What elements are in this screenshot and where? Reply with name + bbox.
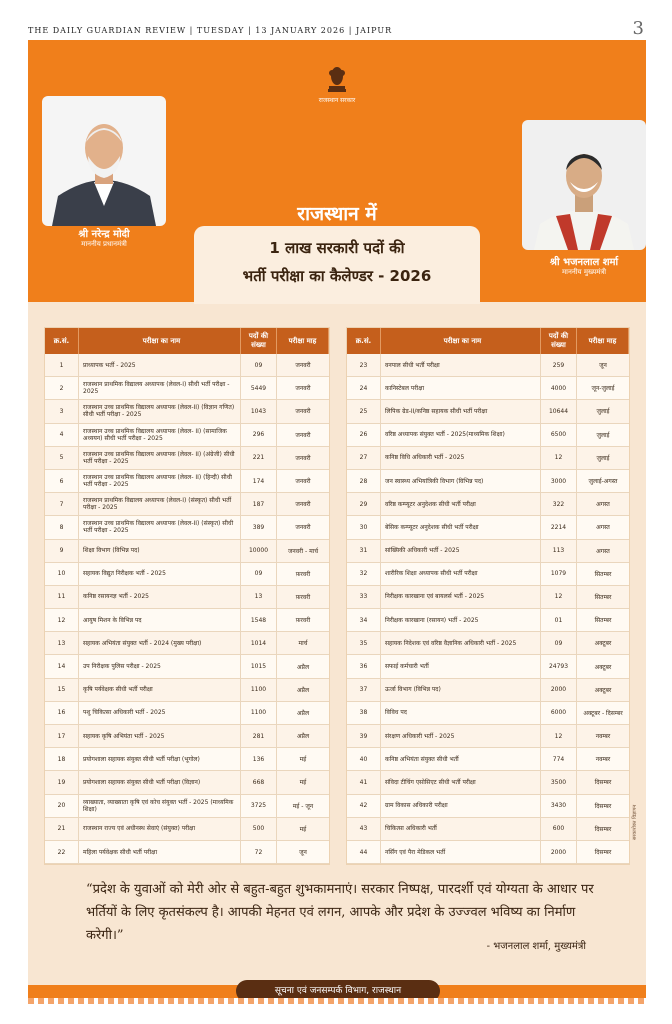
table-row	[347, 841, 629, 864]
row-month: जनवरी - मार्च	[287, 547, 319, 555]
row-month: अप्रैल	[296, 733, 310, 741]
row-month: जनवरी	[295, 385, 311, 393]
row-month: अप्रैल	[296, 663, 310, 671]
row-posts: 09	[241, 354, 277, 376]
row-exam-name: राजस्थान उच्च प्राथमिक विद्यालय अध्यापक (लेवल-II) (संस्कृत) सीधी भर्ती परीक्षा - 2025	[79, 516, 241, 538]
row-month: अगस्त	[596, 524, 610, 532]
col-sn: क्र.सं.	[45, 328, 79, 354]
row-exam-name: नर्सिंग एवं पैरा मेडिकल भर्ती	[381, 841, 541, 863]
row-exam-name: महिला पर्यवेक्षक सीधी भर्ती परीक्षा	[79, 841, 241, 863]
col-sn: क्र.सं.	[347, 328, 381, 354]
row-posts: 187	[241, 493, 277, 515]
subheadline-2: भर्ती परीक्षा का कैलेण्डर - 2026	[242, 267, 432, 285]
right-person-role: माननीय मुख्यमंत्री	[561, 268, 607, 276]
col-month: परीक्षा माह	[277, 328, 329, 354]
row-sn: 7	[45, 493, 79, 515]
col-month: परीक्षा माह	[577, 328, 629, 354]
row-posts: 2214	[541, 516, 577, 538]
table-row	[347, 540, 629, 563]
row-exam-name: कनिष्ठ विधि अधिकारी भर्ती - 2025	[381, 447, 541, 469]
exam-table-left	[44, 327, 330, 865]
table-row	[347, 424, 629, 447]
masthead-info: THE DAILY GUARDIAN REVIEW | TUESDAY | 13 JANUARY 2026 | JAIPUR	[28, 26, 393, 35]
row-sn: 22	[45, 841, 79, 863]
row-posts: 174	[241, 470, 277, 492]
row-posts: 389	[241, 516, 277, 538]
row-sn: 4	[45, 424, 79, 446]
row-month: मई	[299, 825, 307, 833]
row-month: जून	[299, 849, 307, 857]
row-exam-name: चिकित्सा अधिकारी भर्ती	[381, 818, 541, 840]
row-posts: 3430	[541, 795, 577, 817]
table-row	[45, 771, 329, 794]
right-portrait-image	[522, 120, 646, 250]
row-sn: 38	[347, 702, 381, 724]
table-row	[45, 563, 329, 586]
row-posts: 01	[541, 609, 577, 631]
col-posts: पदों की संख्या	[541, 328, 577, 354]
row-exam-name: बेसिक कम्प्यूटर अनुदेशक सीधी भर्ती परीक्षा	[381, 516, 541, 538]
row-posts: 5449	[241, 377, 277, 399]
row-posts: 10644	[541, 400, 577, 422]
table-header	[45, 328, 329, 354]
row-sn: 40	[347, 748, 381, 770]
masthead	[0, 0, 672, 40]
row-posts: 1100	[241, 679, 277, 701]
row-month: मई - जून	[292, 802, 314, 810]
row-exam-name: प्रयोगशाला सहायक संयुक्त सीधी भर्ती परीक्षा (विज्ञान)	[79, 771, 241, 793]
row-exam-name: निरीक्षक कारखाना एवं बायलर्स भर्ती - 2025	[381, 586, 541, 608]
table-row	[347, 586, 629, 609]
row-posts: 12	[541, 447, 577, 469]
row-exam-name: ऊर्जा विभाग (विभिन्न पद)	[381, 679, 541, 701]
row-sn: 31	[347, 540, 381, 562]
table-row	[347, 400, 629, 423]
row-sn: 8	[45, 516, 79, 538]
row-month: सितम्बर	[594, 617, 612, 625]
table-row	[45, 540, 329, 563]
row-exam-name: निरीक्षक कारखाना (रसायन) भर्ती - 2025	[381, 609, 541, 631]
row-month: अक्टूबर	[594, 686, 612, 694]
row-month: जनवरी	[295, 524, 311, 532]
row-sn: 30	[347, 516, 381, 538]
table-row	[45, 400, 329, 423]
quote-author: - भजनलाल शर्मा, मुख्यमंत्री	[486, 941, 586, 952]
col-name: परीक्षा का नाम	[381, 328, 541, 354]
row-sn: 10	[45, 563, 79, 585]
row-month: फ़रवरी	[295, 593, 311, 601]
row-sn: 21	[45, 818, 79, 840]
row-sn: 3	[45, 400, 79, 422]
lion-emblem-icon	[326, 64, 348, 94]
row-month: अक्टूबर - दिसम्बर	[583, 709, 623, 717]
row-sn: 26	[347, 424, 381, 446]
subheadline-1: 1 लाख सरकारी पदों की	[269, 239, 405, 257]
row-month: दिसम्बर	[594, 849, 612, 857]
row-posts: 6500	[541, 424, 577, 446]
row-exam-name: वरिष्ठ अध्यापक संयुक्त भर्ती - 2025(माध्यमिक शिक्षा)	[381, 424, 541, 446]
row-sn: 16	[45, 702, 79, 724]
row-posts: 1014	[241, 632, 277, 654]
table-body	[347, 354, 629, 864]
row-sn: 13	[45, 632, 79, 654]
exam-table-right	[346, 327, 630, 865]
row-posts: 3000	[541, 470, 577, 492]
row-sn: 39	[347, 725, 381, 747]
row-exam-name: वरिष्ठ कम्प्यूटर अनुदेशक सीधी भर्ती परीक्षा	[381, 493, 541, 515]
emblem-caption: राजस्थान सरकार	[318, 97, 356, 104]
row-posts: 322	[541, 493, 577, 515]
table-row	[347, 493, 629, 516]
page-number: 3	[632, 18, 644, 39]
table-row	[45, 424, 329, 447]
row-sn: 33	[347, 586, 381, 608]
row-exam-name: राजस्थान उच्च प्राथमिक विद्यालय अध्यापक (लेवल- II) (अंग्रेजी) सीधी भर्ती परीक्षा - 2025	[79, 447, 241, 469]
row-sn: 14	[45, 655, 79, 677]
row-month: जनवरी	[295, 478, 311, 486]
table-row	[347, 563, 629, 586]
row-month: जनवरी	[295, 501, 311, 509]
row-posts: 12	[541, 725, 577, 747]
advertisement	[28, 40, 646, 998]
row-month: जुलाई	[596, 454, 610, 462]
row-month: जुलाई	[596, 408, 610, 416]
row-posts: 10000	[241, 540, 277, 562]
row-month: जनवरी	[295, 454, 311, 462]
row-posts: 296	[241, 424, 277, 446]
table-row	[45, 679, 329, 702]
table-row	[347, 725, 629, 748]
row-sn: 19	[45, 771, 79, 793]
row-exam-name: प्राध्यापक भर्ती - 2025	[79, 354, 241, 376]
row-sn: 11	[45, 586, 79, 608]
row-sn: 25	[347, 400, 381, 422]
row-sn: 18	[45, 748, 79, 770]
row-exam-name: सांख्यिकी अधिकारी भर्ती - 2025	[381, 540, 541, 562]
cm-quote: “प्रदेश के युवाओं को मेरी ओर से बहुत-बहुत शुभकामनाएं। सरकार निष्पक्ष, पारदर्शी एवं योग्यता के आधार पर भर्तियों के लिए कृतसंकल्प है। आपकी मेहनत एवं लगन, आपके और प्रदेश के उज्ज्वल भविष्य का निर्माण करेगी।”	[86, 882, 594, 943]
row-month: फ़रवरी	[295, 617, 311, 625]
table-row	[45, 655, 329, 678]
row-month: नवम्बर	[595, 733, 611, 741]
col-posts: पदों की संख्या	[241, 328, 277, 354]
row-posts: 6000	[541, 702, 577, 724]
row-month: अप्रैल	[296, 709, 310, 717]
side-credit: सरकारोक्त विज्ञापन	[632, 804, 638, 840]
table-row	[45, 516, 329, 539]
row-exam-name: ग्राम विकास अधिकारी परीक्षा	[381, 795, 541, 817]
row-exam-name: राजस्थान प्राथमिक विद्यालय अध्यापक (लेवल-I) (संस्कृत) सीधी भर्ती परीक्षा - 2025	[79, 493, 241, 515]
row-sn: 12	[45, 609, 79, 631]
row-exam-name: संविदा टीचिंग एसोसिएट सीधी भर्ती परीक्षा	[381, 771, 541, 793]
table-row	[45, 470, 329, 493]
row-sn: 32	[347, 563, 381, 585]
row-month: दिसम्बर	[594, 825, 612, 833]
row-month: अगस्त	[596, 501, 610, 509]
row-month: जून	[599, 362, 607, 370]
row-posts: 2000	[541, 679, 577, 701]
table-row	[347, 470, 629, 493]
table-row	[45, 493, 329, 516]
table-row	[45, 795, 329, 818]
row-exam-name: राजस्थान प्राथमिक विद्यालय अध्यापक (लेवल-I) सीधी भर्ती परीक्षा - 2025	[79, 377, 241, 399]
row-exam-name: राजस्थान उच्च प्राथमिक विद्यालय अध्यापक (लेवल-II) (विज्ञान गणित) सीधी भर्ती परीक्षा - 2025	[79, 400, 241, 422]
row-posts: 136	[241, 748, 277, 770]
table-row	[45, 447, 329, 470]
row-posts: 12	[541, 586, 577, 608]
row-posts: 1015	[241, 655, 277, 677]
table-row	[45, 377, 329, 400]
row-exam-name: शारीरिक शिक्षा अध्यापक सीधी भर्ती परीक्षा	[381, 563, 541, 585]
left-person-name: श्री नरेन्द्र मोदी	[78, 229, 130, 240]
row-exam-name: कनिष्ठ अभियंता संयुक्त सीधी भर्ती	[381, 748, 541, 770]
row-sn: 1	[45, 354, 79, 376]
row-posts: 1548	[241, 609, 277, 631]
table-row	[347, 818, 629, 841]
row-exam-name: उप निरीक्षक पुलिस परीक्षा - 2025	[79, 655, 241, 677]
row-exam-name: जन स्वास्थ्य अभियांत्रिकी विभाग (विभिन्न पद)	[381, 470, 541, 492]
row-sn: 35	[347, 632, 381, 654]
row-exam-name: सहायक कृषि अभियंता भर्ती - 2025	[79, 725, 241, 747]
row-sn: 36	[347, 655, 381, 677]
row-posts: 1043	[241, 400, 277, 422]
row-sn: 5	[45, 447, 79, 469]
table-row	[347, 354, 629, 377]
row-posts: 113	[541, 540, 577, 562]
row-exam-name: सहायक निदेशक एवं वरिष्ठ वैज्ञानिक अधिकारी भर्ती - 2025	[381, 632, 541, 654]
row-exam-name: सहायक अभियंता संयुक्त भर्ती - 2024 (मुख्य परीक्षा)	[79, 632, 241, 654]
row-posts: 600	[541, 818, 577, 840]
row-exam-name: राजस्थान उच्च प्राथमिक विद्यालय अध्यापक (लेवल- II) (सामाजिक अध्ययन) सीधी भर्ती परीक्षा - 2025	[79, 424, 241, 446]
row-exam-name: आयुष मिशन के विभिन्न पद	[79, 609, 241, 631]
state-emblem	[317, 64, 357, 104]
table-row	[45, 632, 329, 655]
row-month: मार्च	[298, 640, 308, 648]
table-header	[347, 328, 629, 354]
row-sn: 23	[347, 354, 381, 376]
row-month: मई	[299, 756, 307, 764]
table-body	[45, 354, 329, 864]
table-row	[347, 771, 629, 794]
row-posts: 4000	[541, 377, 577, 399]
row-exam-name: प्रयोगशाला सहायक संयुक्त सीधी भर्ती परीक्षा (भूगोल)	[79, 748, 241, 770]
row-month: सितम्बर	[594, 570, 612, 578]
row-exam-name: सहायक विद्युत निरीक्षक भर्ती - 2025	[79, 563, 241, 585]
row-sn: 29	[347, 493, 381, 515]
row-sn: 20	[45, 795, 79, 817]
row-exam-name: कानिस्टेबल परीक्षा	[381, 377, 541, 399]
row-posts: 09	[241, 563, 277, 585]
row-exam-name: कृषि पर्यवेक्षक सीधी भर्ती परीक्षा	[79, 679, 241, 701]
row-exam-name: कनिष्ठ रसायनज्ञ भर्ती - 2025	[79, 586, 241, 608]
table-row	[347, 702, 629, 725]
row-posts: 09	[541, 632, 577, 654]
row-posts: 3500	[541, 771, 577, 793]
row-month: सितम्बर	[594, 593, 612, 601]
col-name: परीक्षा का नाम	[79, 328, 241, 354]
table-row	[45, 818, 329, 841]
left-portrait	[42, 96, 166, 226]
row-month: अक्टूबर	[594, 663, 612, 671]
table-row	[45, 841, 329, 864]
headline: राजस्थान में	[297, 203, 377, 225]
row-month: जनवरी	[295, 408, 311, 416]
row-month: जुलाई-अगस्त	[588, 478, 618, 486]
row-sn: 43	[347, 818, 381, 840]
table-row	[45, 586, 329, 609]
decorative-border	[28, 998, 646, 1004]
row-month: जनवरी	[295, 362, 311, 370]
right-portrait	[522, 120, 646, 250]
row-posts: 24793	[541, 655, 577, 677]
row-posts: 72	[241, 841, 277, 863]
row-posts: 3725	[241, 795, 277, 817]
table-row	[45, 748, 329, 771]
row-sn: 34	[347, 609, 381, 631]
row-exam-name: शिक्षा विभाग (विभिन्न पद)	[79, 540, 241, 562]
table-row	[347, 447, 629, 470]
row-sn: 6	[45, 470, 79, 492]
row-exam-name: सफाई कर्मचारी भर्ती	[381, 655, 541, 677]
row-month: अक्टूबर	[594, 640, 612, 648]
row-sn: 28	[347, 470, 381, 492]
row-sn: 15	[45, 679, 79, 701]
row-sn: 42	[347, 795, 381, 817]
row-posts: 774	[541, 748, 577, 770]
right-person-name: श्री भजनलाल शर्मा	[549, 257, 619, 268]
row-posts: 1079	[541, 563, 577, 585]
row-posts: 221	[241, 447, 277, 469]
row-month: अप्रैल	[296, 686, 310, 694]
row-sn: 17	[45, 725, 79, 747]
footer-credit: सूचना एवं जनसम्पर्क विभाग, राजस्थान	[236, 980, 440, 998]
row-month: मई	[299, 779, 307, 787]
table-row	[347, 795, 629, 818]
row-exam-name: पशु चिकित्सा अधिकारी भर्ती - 2025	[79, 702, 241, 724]
row-sn: 37	[347, 679, 381, 701]
row-sn: 24	[347, 377, 381, 399]
row-posts: 2000	[541, 841, 577, 863]
row-posts: 259	[541, 354, 577, 376]
row-sn: 41	[347, 771, 381, 793]
row-exam-name: राजस्थान राज्य एवं अधीनस्थ सेवाएं (संयुक्त) परीक्षा	[79, 818, 241, 840]
row-exam-name: राजस्थान उच्च प्राथमिक विद्यालय अध्यापक (लेवल- II) (हिन्दी) सीधी भर्ती परीक्षा - 2025	[79, 470, 241, 492]
row-posts: 668	[241, 771, 277, 793]
table-row	[347, 748, 629, 771]
row-posts: 1100	[241, 702, 277, 724]
row-posts: 281	[241, 725, 277, 747]
row-month: जून-जुलाई	[591, 385, 615, 393]
row-posts: 500	[241, 818, 277, 840]
table-row	[347, 632, 629, 655]
row-sn: 2	[45, 377, 79, 399]
table-row	[347, 655, 629, 678]
row-exam-name: संरक्षण अधिकारी भर्ती - 2025	[381, 725, 541, 747]
table-row	[347, 516, 629, 539]
table-row	[347, 377, 629, 400]
table-row	[45, 354, 329, 377]
row-month: अगस्त	[596, 547, 610, 555]
row-posts: 13	[241, 586, 277, 608]
row-sn: 9	[45, 540, 79, 562]
calendar-title-box	[194, 226, 480, 304]
row-month: नवम्बर	[595, 756, 611, 764]
row-exam-name: व्याख्याता, व्याख्याता कृषि एवं कोच संयुक्त भर्ती - 2025 (माध्यमिक शिक्षा)	[79, 795, 241, 817]
table-row	[347, 679, 629, 702]
row-month: जुलाई	[596, 431, 610, 439]
row-sn: 27	[347, 447, 381, 469]
table-row	[347, 609, 629, 632]
table-row	[45, 702, 329, 725]
row-month: दिसम्बर	[594, 802, 612, 810]
left-portrait-image	[42, 96, 166, 226]
row-month: फ़रवरी	[295, 570, 311, 578]
table-row	[45, 725, 329, 748]
row-sn: 44	[347, 841, 381, 863]
row-exam-name: वनपाल सीधी भर्ती परीक्षा	[381, 354, 541, 376]
row-exam-name: विविध पद	[381, 702, 541, 724]
row-exam-name: लिपिक ग्रेड-II/कनिष्ठ सहायक सीधी भर्ती परीक्षा	[381, 400, 541, 422]
row-month: जनवरी	[295, 431, 311, 439]
row-month: दिसम्बर	[594, 779, 612, 787]
table-row	[45, 609, 329, 632]
left-person-role: माननीय प्रधानमंत्री	[81, 240, 127, 248]
